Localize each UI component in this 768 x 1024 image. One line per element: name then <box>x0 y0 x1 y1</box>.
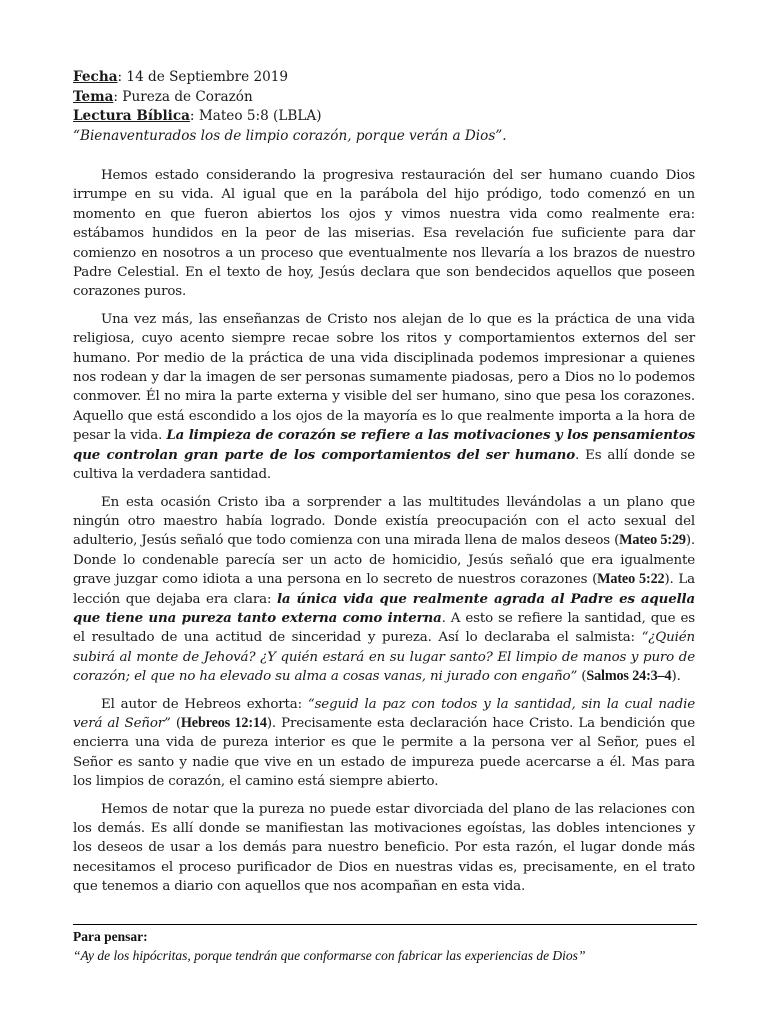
paragraph-5: Hemos de notar que la pureza no puede estar divorciada del plano de las relaciones con los demás. Es allí donde se manifiestan las motivaciones egoístas, las dobles intenciones y los deseos de usar a los demás para nuestro beneficio. Por esta razón, el lugar donde más necesitamos el proceso purificador de Dios en nuestras vidas es, precisamente, en el trato que tenemos a diario con aquellos que nos acompañan en esta vida. <box>73 801 695 895</box>
paragraph-4-text-b: ( <box>170 715 181 731</box>
paragraph-3-emphasis: la única vida que realmente agrada al Padre es aquella que tiene una pureza tanto externa como interna <box>73 590 695 626</box>
date-value: : 14 de Septiembre 2019 <box>117 69 289 85</box>
date-label: Fecha <box>73 69 118 85</box>
reading-line <box>73 107 713 127</box>
reflection-title: Para pensar: <box>73 929 148 944</box>
sermon-header <box>73 68 713 146</box>
hebrews-quote: “seguid la paz con todos y la santidad, sin la cual nadie verá al Señor” <box>73 696 696 731</box>
paragraph-1: Hemos estado considerando la progresiva restauración del ser humano cuando Dios irrumpe en su vida. Al igual que en la parábola del hijo pródigo, todo comenzó en un momento en que fueron abiertos los ojos y vimos nuestra vida como realmente era: estábamos hundidos en la peor de las miserias. Esa revelación fue suficiente para dar comienzo en nosotros a un proceso que eventualmente nos llevaría a los brazos de nuestro Padre Celestial. En el texto de hoy, Jesús declara que son bendecidos aquellos que poseen corazones puros. <box>73 168 695 300</box>
paragraph-2-emphasis: La limpieza de corazón se refiere a las motivaciones y los pensamientos que controlan gran parte de los comportamientos del ser humano <box>73 427 695 463</box>
footer-divider <box>73 924 697 925</box>
paragraph-2-tail: . Es allí donde se cultiva la verdadera santidad. <box>73 447 695 483</box>
reading-label: Lectura Bíblica <box>73 108 190 125</box>
psalm-quote: “¿Quién subirá al monte de Jehová? ¿Y quién estará en su lugar santo? El limpio de manos y puro de corazón; el que no ha elevado su alma a cosas vanas, ni jurado con engaño” <box>73 630 695 685</box>
paragraph-3 <box>73 493 695 687</box>
reading-value: : Mateo 5:8 (LBLA) <box>189 108 322 125</box>
bible-reference: Salmos 24:3–4 <box>586 668 672 685</box>
paragraph-4 <box>73 695 695 792</box>
paragraph-3-text-f: ). <box>671 669 681 685</box>
paragraph-2-text: Una vez más, las enseñanzas de Cristo nos alejan de lo que es la práctica de una vida religiosa, cuyo acento siempre recae sobre los ritos y comportamientos externos del ser humano. Por medio de la práctica de una vida disciplinada podemos impresionar a quienes nos rodean y dar la imagen de ser personas sumamente piadosas, pero a Dios no lo podemos conmover. Él no mira la parte externa y visible del ser humano, sino que pesa los corazones. Aquello que está escondido a los ojos de la mayoría es lo que realmente importa a la hora de pesar la vida. <box>73 311 695 444</box>
reflection-quote: “Ay de los hipócritas, porque tendrán que conformarse con fabricar las experiencias de Dios” <box>73 947 586 963</box>
bible-reference: Mateo 5:22 <box>597 571 665 588</box>
paragraph-3-text-b: ). Donde lo condenable parecía ser un acto de homicidio, Jesús señaló que era igualmente grave juzgar como idiota a una persona en lo secreto de nuestros corazones ( <box>73 533 695 588</box>
theme-line <box>73 88 713 108</box>
paragraph-3-text-e: ( <box>577 669 587 685</box>
bible-reference: Hebreos 12:14 <box>180 714 267 731</box>
theme-value: : Pureza de Corazón <box>113 88 253 105</box>
bible-reference: Mateo 5:29 <box>619 532 686 549</box>
paragraph-3-text-c: ). La lección que dejaba era clara: <box>73 572 695 607</box>
reflection-box <box>73 928 713 965</box>
paragraph-3-text-d: . A esto se refiere la santidad, que es el resultado de una actitud de sinceridad y pureza. Así lo declaraba el salmista: <box>73 610 695 646</box>
paragraph-4-text-c: ). Precisamente esta declaración hace Cristo. La bendición que encierra una vida de pureza interior es que le permite a la persona ver al Señor, pues el Señor es santo y nadie que vive en un estado de impureza puede acercarse a él. Mas para los limpios de corazón, el camino está siempre abierto. <box>73 715 695 790</box>
paragraph-4-text-a: El autor de Hebreos exhorta: <box>101 696 308 712</box>
key-verse-quote: “Bienaventurados los de limpio corazón, porque verán a Dios”. <box>73 127 507 144</box>
date-line <box>73 68 713 88</box>
theme-label: Tema <box>73 88 114 105</box>
paragraph-3-text-a: En esta ocasión Cristo iba a sorprender a las multitudes llevándolas a un plano que ningún otro maestro había logrado. Donde existía preocupación con el acto sexual del adulterio, Jesús señaló que todo comienza con una mirada llena de malos deseos ( <box>73 494 695 549</box>
sermon-body <box>73 166 695 905</box>
paragraph-2 <box>73 310 695 485</box>
